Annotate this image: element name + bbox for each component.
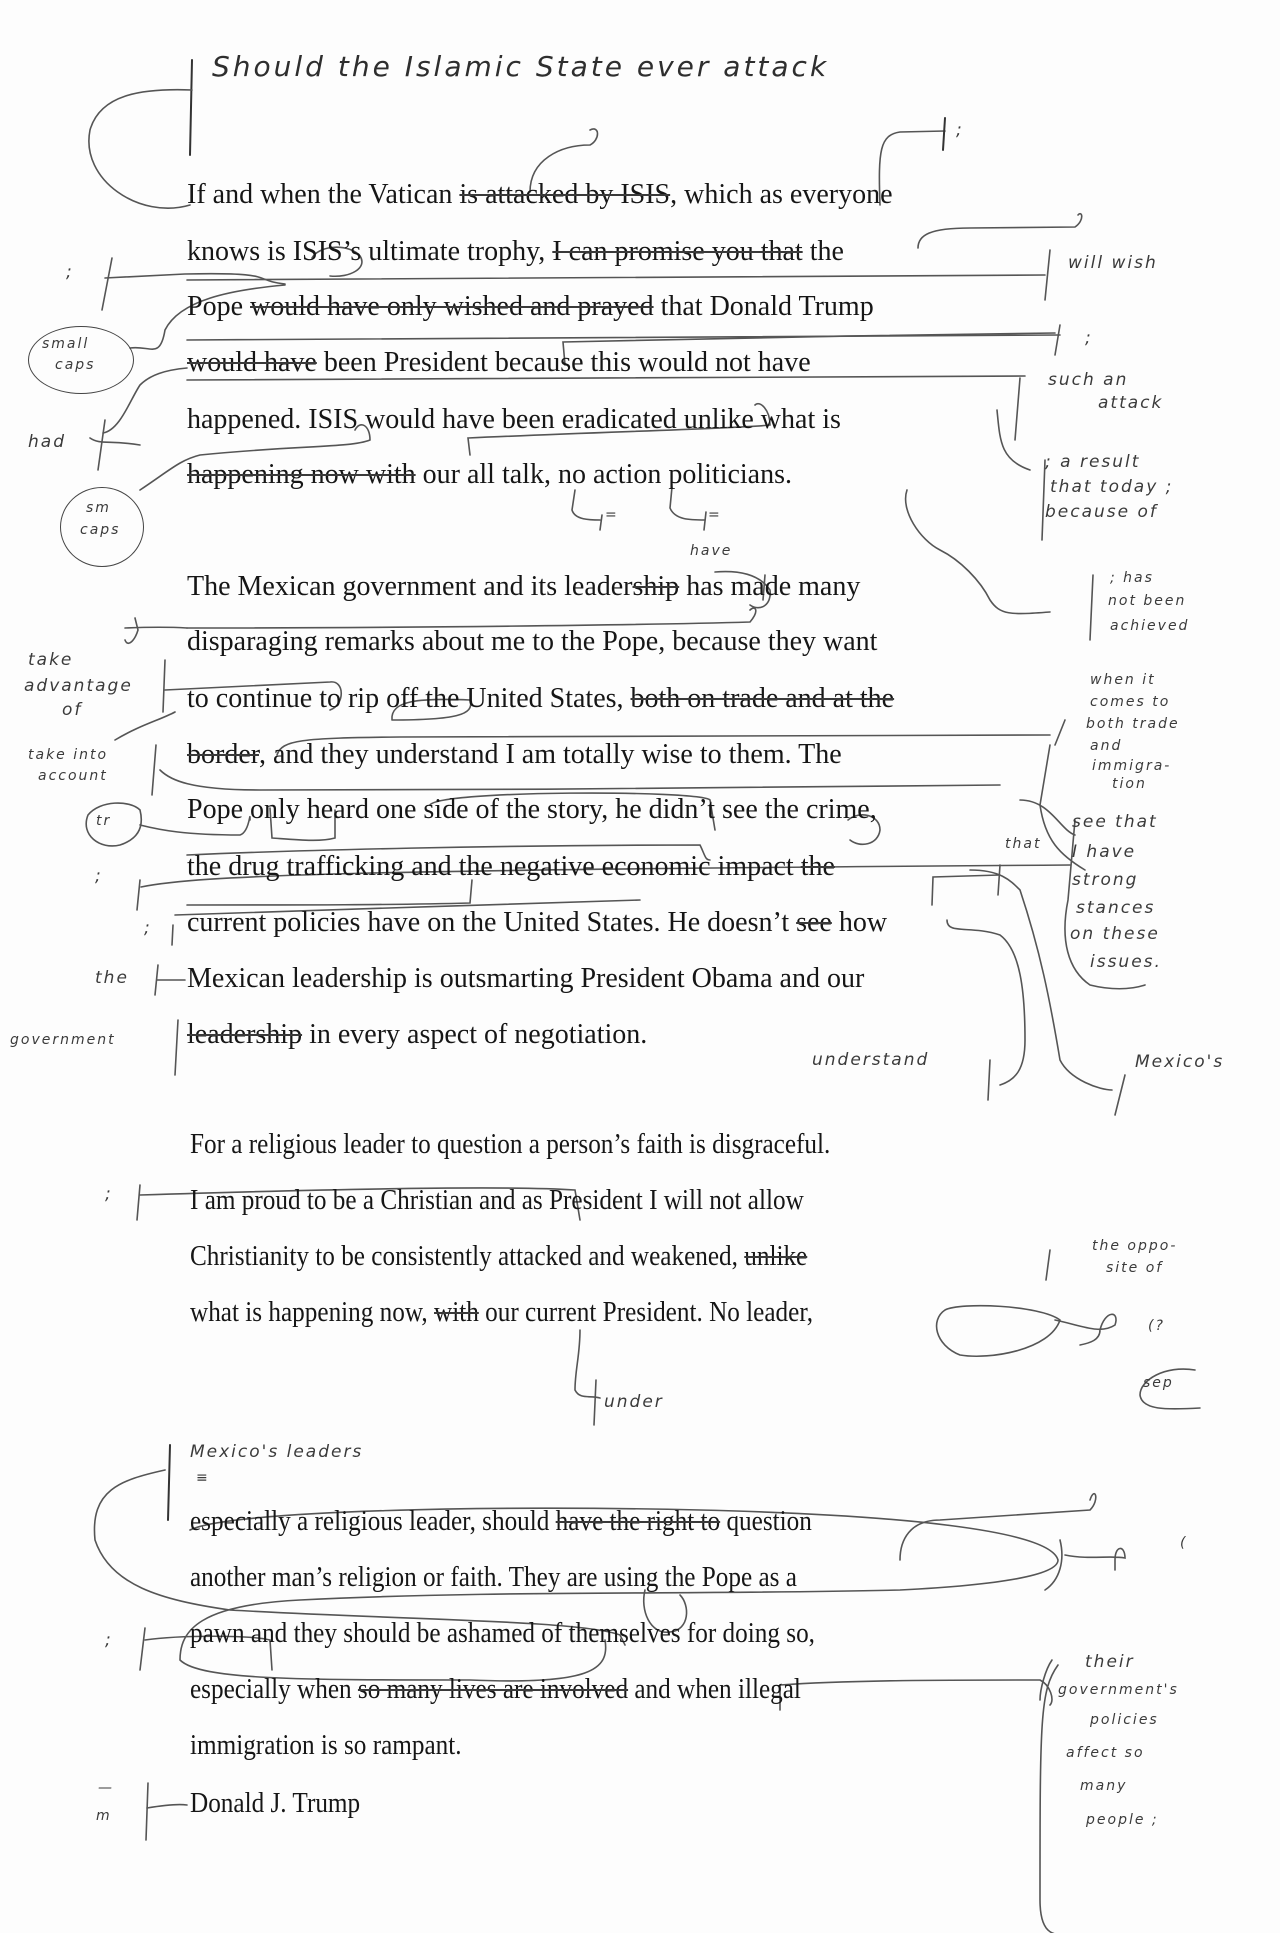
margin-note-has: ; has [1110,570,1154,586]
margin-note-equals-2: = [708,507,722,523]
margin-note-take-into: take into [28,747,109,763]
text-line: what is happening now, with our current President. No leader, [190,1297,814,1328]
margin-note-sep: sep [1143,1375,1174,1391]
margin-note-affect-so: affect so [1066,1745,1145,1761]
margin-note-understand: understand [812,1050,930,1070]
text-line: especially when so many lives are involved and when illegal [190,1674,801,1705]
margin-note-that-today: that today ; [1050,477,1174,497]
margin-note-take: take [28,650,74,670]
margin-note-people: people ; [1086,1812,1159,1828]
margin-note-when-it: when it [1090,672,1156,688]
margin-note-small: small [42,336,90,352]
margin-note-governments: government's [1058,1682,1179,1698]
text-line: I am proud to be a Christian and as President I will not allow [190,1185,804,1216]
margin-note-advantage: advantage [24,676,133,696]
text-line: knows is ISIS’s ultimate trophy, I can promise you that the [187,236,844,267]
margin-note-i-have: I have [1072,842,1137,862]
margin-note-attack: attack [1098,393,1164,413]
margin-note-on-these: on these [1070,924,1160,944]
margin-note-strong: strong [1072,870,1139,890]
margin-note-semicolon-5: ; [105,1630,113,1650]
margin-note-will-wish: will wish [1068,253,1158,273]
text-line: Mexican leadership is outsmarting President Obama and our [187,963,865,994]
text-line: current policies have on the United States. He doesn’t see how [187,907,888,938]
text-line: pawn and they should be ashamed of themselves for doing so, [190,1618,815,1649]
margin-note-semicolon-4: ; [105,1184,113,1204]
text-line: another man’s religion or faith. They are using the Pope as a [190,1562,797,1593]
text-line: border, and they understand I am totally wise to them. The [187,739,842,770]
margin-note-immigra: immigra- [1092,758,1172,774]
margin-note-caps-mark: ≡ [196,1470,210,1486]
margin-note-top-semicolon: ; [956,120,964,140]
margin-note-under: under [604,1392,664,1412]
text-line: happened. ISIS would have been eradicated unlike what is [187,404,841,435]
margin-note-many: many [1080,1778,1128,1794]
margin-note-the: the [95,968,129,988]
margin-note-tion: tion [1112,776,1147,792]
handwritten-insert-title: Should the Islamic State ever attack [212,50,830,83]
margin-note-caps: caps [55,357,96,373]
margin-note-semicolon-trump: ; [1085,328,1093,348]
margin-note-had: had [28,432,66,452]
margin-note-both-trade: both trade [1086,716,1180,732]
margin-note-query-2: ( [1180,1535,1188,1551]
text-line: disparaging remarks about me to the Pope, because they want [187,626,878,657]
margin-note-issues: issues. [1090,952,1162,972]
text-line: to continue to rip off the United States, both on trade and at the [187,683,895,714]
text-line: The Mexican government and its leadership has made many [187,571,861,602]
margin-note-not-been: not been [1108,593,1187,609]
margin-note-transpose: tr [96,813,112,829]
margin-note-because-of: because of [1045,502,1158,522]
margin-note-and: and [1090,738,1123,754]
margin-note-sm: sm [86,500,111,516]
text-line: For a religious leader to question a person’s faith is disgraceful. [190,1129,831,1160]
margin-note-the-oppo: the oppo- [1092,1238,1178,1254]
text-line: immigration is so rampant. [190,1730,462,1761]
text-line: Pope only heard one side of the story, he didn’t see the crime, [187,794,877,825]
margin-note-that: that [1005,836,1042,852]
margin-note-their: their [1085,1652,1135,1672]
margin-note-such-an: such an [1048,370,1129,390]
margin-note-site-of: site of [1106,1260,1164,1276]
margin-note-government: government [10,1032,116,1048]
handwritten-insert-mexicos-leaders: Mexico's leaders [190,1442,364,1462]
text-line: leadership in every aspect of negotiation. [187,1019,648,1050]
margin-note-semicolon-2: ; [95,866,103,886]
text-line: especially a religious leader, should have the right to question [190,1506,812,1537]
margin-note-see-that: see that [1072,812,1158,832]
text-line: the drug trafficking and the negative economic impact the [187,851,835,882]
margin-note-mexicos: Mexico's [1135,1052,1225,1072]
margin-note-dash-1: — [98,1780,114,1796]
margin-note-semicolon-3: ; [144,918,152,938]
margin-note-a-result: ; a result [1045,452,1141,472]
margin-note-of: of [62,700,83,720]
text-line: Christianity to be consistently attacked and weakened, unlike [190,1241,808,1272]
margin-note-account: account [38,768,108,784]
text-line: If and when the Vatican is attacked by ISIS, which as everyone [187,179,893,210]
text-line: happening now with our all talk, no action politicians. [187,459,792,490]
margin-note-em: m [96,1808,112,1824]
margin-note-equals-1: = [605,507,619,523]
signature: Donald J. Trump [190,1788,361,1819]
text-line: Pope would have only wished and prayed that Donald Trump [187,291,874,322]
margin-note-stances: stances [1076,898,1156,918]
margin-note-have: have [690,543,733,559]
margin-note-semicolon: ; [66,262,74,282]
text-line: would have been President because this would not have [187,347,811,378]
margin-note-caps-2: caps [80,522,121,538]
margin-note-query: (? [1148,1318,1165,1334]
margin-note-policies: policies [1090,1712,1159,1728]
margin-note-comes-to: comes to [1090,694,1171,710]
margin-note-achieved: achieved [1110,618,1190,634]
